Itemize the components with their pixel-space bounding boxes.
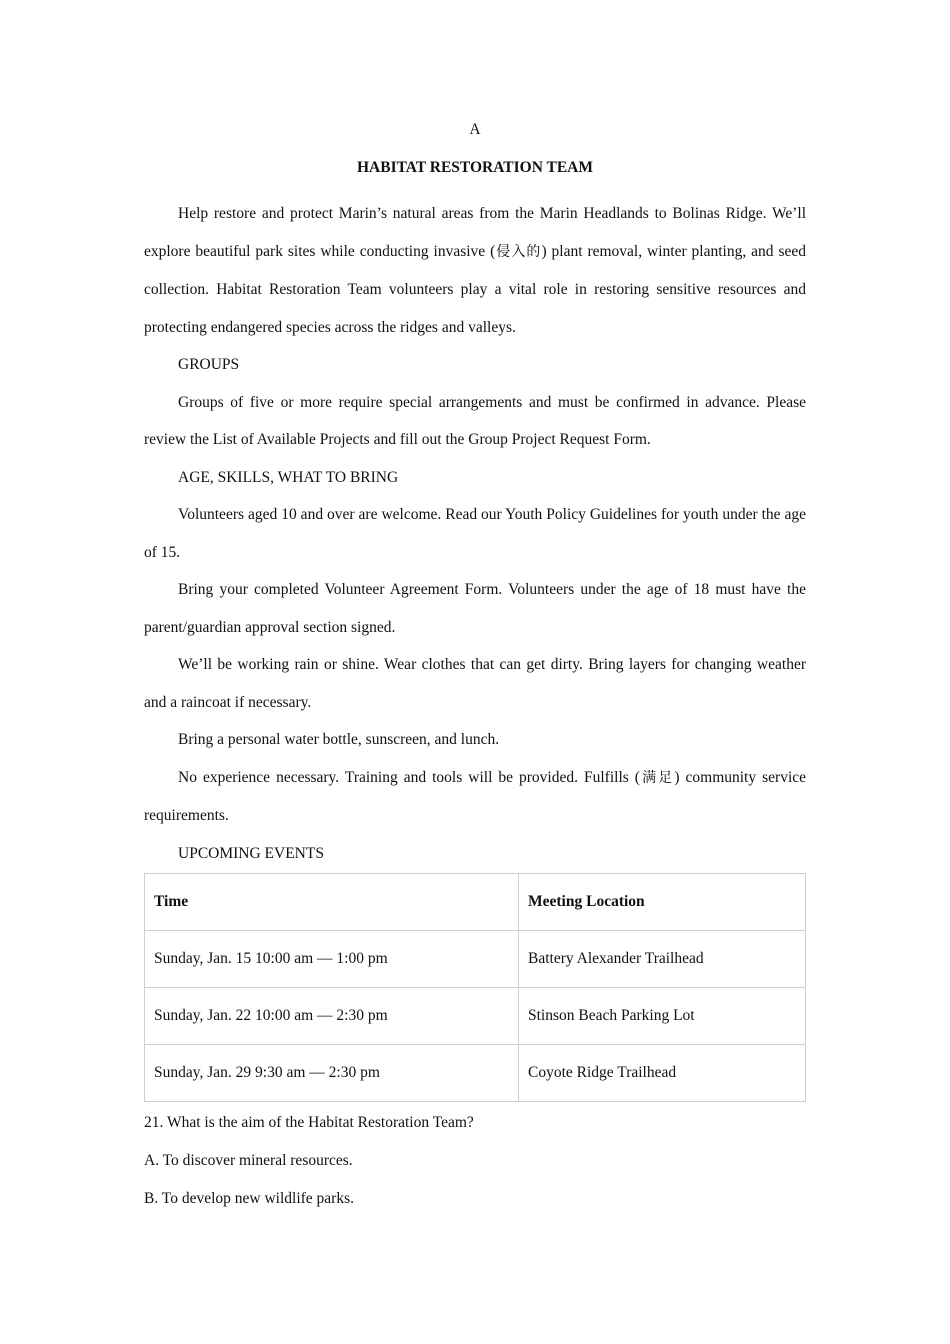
event-time: Sunday, Jan. 15 10:00 am — 1:00 pm [145, 931, 519, 988]
events-table [144, 873, 806, 1102]
experience-text-2: ) community service requirements. [144, 768, 807, 824]
section-letter: A [469, 121, 481, 138]
experience-text-1: No experience necessary. Training and tools will be provided. Fulfills ( [178, 768, 640, 786]
age-heading: AGE, SKILLS, WHAT TO BRING [178, 468, 399, 486]
event-location: Stinson Beach Parking Lot [519, 988, 806, 1045]
table-row [145, 1045, 806, 1102]
bring-paragraph: Bring a personal water bottle, sunscreen, and lunch. [178, 731, 500, 748]
table-row [145, 988, 806, 1045]
intro-paragraph [144, 195, 806, 346]
intro-text-1: Help restore and protect Marin’s natural areas from the Marin Headlands to Bolinas Ridge. We’ll explore beautiful park sites while conducting invasive ( [144, 205, 806, 260]
option-b: B. To develop new wildlife parks. [144, 1190, 354, 1207]
age-paragraph: Volunteers aged 10 and over are welcome. Read our Youth Policy Guidelines for youth under the age of 15. [144, 506, 806, 561]
header-time: Time [145, 874, 519, 931]
event-time: Sunday, Jan. 29 9:30 am — 2:30 pm [145, 1045, 519, 1102]
groups-paragraph: Groups of five or more require special arrangements and must be confirmed in advance. Please review the List of Available Projects and fill out the Group Project Request Form. [144, 393, 806, 448]
experience-gloss: 满足 [639, 769, 675, 786]
event-location: Battery Alexander Trailhead [519, 931, 806, 988]
question-text: 21. What is the aim of the Habitat Restoration Team? [144, 1114, 474, 1131]
document-page [144, 120, 806, 1218]
weather-paragraph: We’ll be working rain or shine. Wear clothes that can get dirty. Bring layers for changing weather and a raincoat if necessary. [144, 656, 806, 711]
passage-title: HABITAT RESTORATION TEAM [356, 159, 593, 176]
intro-gloss: 侵入的 [495, 243, 542, 260]
experience-paragraph [144, 759, 806, 835]
agreement-paragraph: Bring your completed Volunteer Agreement Form. Volunteers under the age of 18 must have the parent/guardian approval section signed. [144, 581, 806, 636]
events-heading: UPCOMING EVENTS [178, 844, 324, 862]
table-row [145, 931, 806, 988]
intro-text-2: ) plant removal, winter planting, and seed collection. Habitat Restoration Team volunteers play a vital role in restoring sensitive resources and protecting endangered species across the ridges and valleys. [144, 242, 806, 336]
table-header-row [145, 874, 806, 931]
event-time: Sunday, Jan. 22 10:00 am — 2:30 pm [145, 988, 519, 1045]
option-a: A. To discover mineral resources. [144, 1152, 353, 1169]
event-location: Coyote Ridge Trailhead [519, 1045, 806, 1102]
header-location: Meeting Location [519, 874, 806, 931]
groups-heading: GROUPS [178, 356, 240, 373]
